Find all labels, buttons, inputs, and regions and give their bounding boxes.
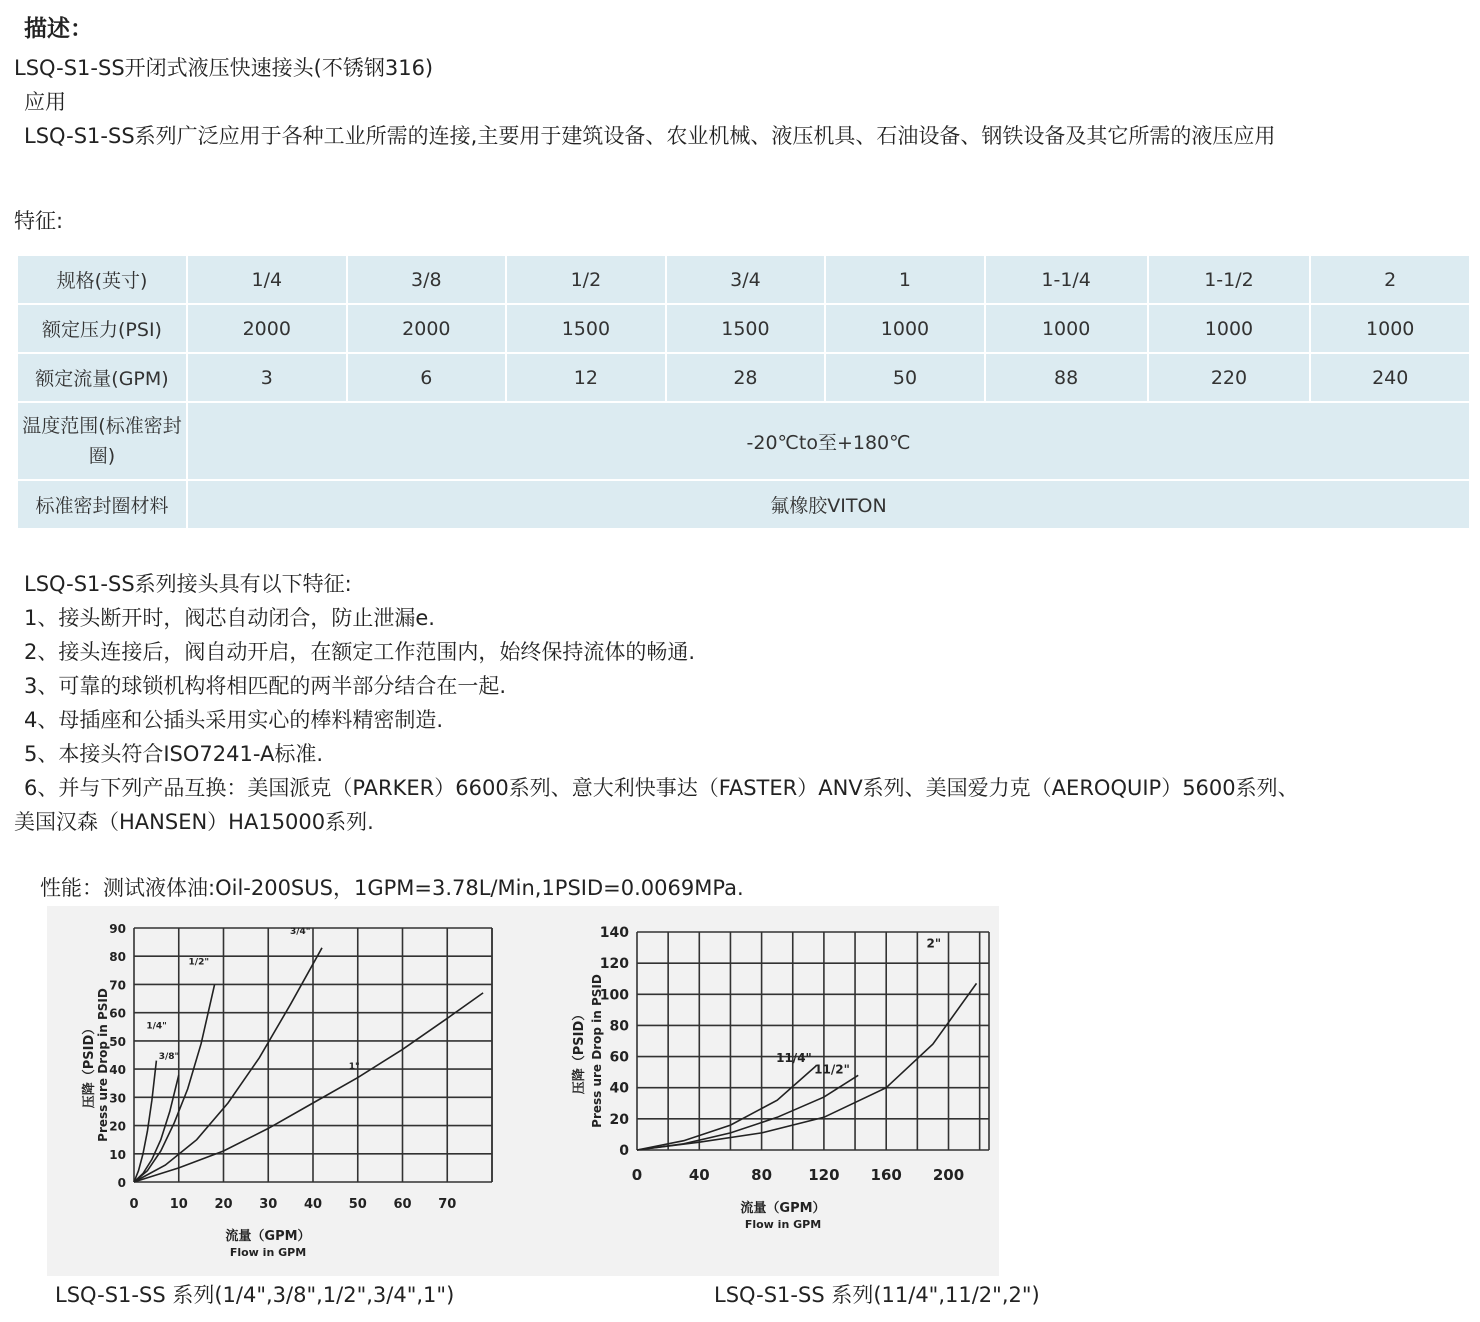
feature-item: 2、接头连接后，阀自动开启，在额定工作范围内，始终保持流体的畅通. xyxy=(24,640,696,664)
spec-cell: 88 xyxy=(986,354,1147,403)
series-label: 2" xyxy=(926,936,942,951)
series-label: 1/2" xyxy=(188,957,210,968)
spec-cell: 1-1/4 xyxy=(986,256,1147,305)
spec-cell: 50 xyxy=(826,354,984,403)
product-title: LSQ-S1-SS开闭式液压快速接头(不锈钢316) xyxy=(14,56,434,80)
spec-row-temperature xyxy=(18,403,1469,481)
spec-cell: 1500 xyxy=(507,305,665,354)
application-heading: 应用 xyxy=(24,90,66,114)
spec-cell: 1-1/2 xyxy=(1149,256,1310,305)
x-axis-title: Flow in GPM xyxy=(744,1218,822,1231)
feature-intro: LSQ-S1-SS系列接头具有以下特征: xyxy=(24,572,352,596)
x-tick-label: 200 xyxy=(932,1166,965,1184)
y-tick-label: 20 xyxy=(109,1119,126,1134)
spec-row xyxy=(18,256,1469,305)
y-tick-label: 80 xyxy=(609,1018,629,1035)
feature-item: 1、接头断开时，阀芯自动闭合，防止泄漏e. xyxy=(24,606,435,630)
series-label: 1" xyxy=(348,1062,360,1073)
y-tick-label: 0 xyxy=(117,1176,126,1190)
spec-cell: 3 xyxy=(188,354,346,403)
spec-cell: 3/4 xyxy=(667,256,825,305)
x-tick-label: 50 xyxy=(348,1197,367,1212)
y-tick-label: 140 xyxy=(599,925,629,941)
spec-cell: 2000 xyxy=(348,305,506,354)
chart-caption-right: LSQ-S1-SS 系列(11/4",11/2",2") xyxy=(714,1283,1040,1307)
x-tick-label: 80 xyxy=(751,1166,773,1184)
y-tick-label: 120 xyxy=(599,956,629,973)
y-tick-label: 100 xyxy=(599,987,629,1004)
y-tick-label: 10 xyxy=(109,1147,126,1162)
y-tick-label: 60 xyxy=(609,1049,629,1066)
series-label: 11/4" xyxy=(776,1050,812,1065)
x-tick-label: 120 xyxy=(808,1166,840,1184)
y-tick-label: 90 xyxy=(109,922,126,936)
spec-table xyxy=(16,256,1471,530)
y-axis-title: Press ure Drop in PSID xyxy=(590,974,604,1128)
series-label: 3/8" xyxy=(158,1051,180,1062)
feature-item: 6、并与下列产品互换：美国派克（PARKER）6600系列、意大利快事达（FASTER）ANV系列、美国爱力克（AEROQUIP）5600系列、 xyxy=(24,776,1299,800)
x-tick-label: 160 xyxy=(870,1166,902,1184)
performance-text: 性能：测试液体油:Oil-200SUS，1GPM=3.78L/Min,1PSID=0.0069MPa. xyxy=(40,876,744,900)
spec-cell: 1000 xyxy=(1149,305,1310,354)
feature-item: 3、可靠的球锁机构将相匹配的两半部分结合在一起. xyxy=(24,674,507,698)
spec-row xyxy=(18,354,1469,403)
y-tick-label: 80 xyxy=(109,950,126,965)
series-label: 3/4" xyxy=(289,926,311,937)
spec-row-seal xyxy=(18,481,1469,530)
x-tick-label: 70 xyxy=(438,1197,457,1212)
y-axis-title-cn: 压降（PSID） xyxy=(572,1007,587,1095)
spec-cell: 1000 xyxy=(986,305,1147,354)
x-tick-label: 0 xyxy=(129,1197,139,1212)
series-line xyxy=(134,984,215,1182)
x-axis-title: Flow in GPM xyxy=(229,1246,307,1259)
x-tick-label: 30 xyxy=(259,1197,278,1212)
description-heading: 描述： xyxy=(24,16,93,42)
x-axis-title-cn: 流量（GPM） xyxy=(225,1229,311,1244)
spec-cell: 1/4 xyxy=(188,256,346,305)
x-tick-label: 40 xyxy=(303,1197,323,1212)
spec-cell: 6 xyxy=(348,354,506,403)
y-axis-title-cn: 压降（PSID） xyxy=(82,1021,97,1109)
spec-cell: 2000 xyxy=(188,305,346,354)
spec-row xyxy=(18,305,1469,354)
spec-cell: 3/8 xyxy=(348,256,506,305)
x-tick-label: 10 xyxy=(169,1197,188,1212)
series-label: 11/2" xyxy=(814,1062,850,1077)
feature-item: 美国汉森（HANSEN）HA15000系列. xyxy=(14,810,374,834)
y-tick-label: 50 xyxy=(109,1034,126,1049)
seal-material-value: 氟橡胶VITON xyxy=(188,481,1469,530)
spec-cell: 2 xyxy=(1311,256,1469,305)
x-tick-label: 60 xyxy=(393,1197,412,1212)
chart-caption-left: LSQ-S1-SS 系列(1/4",3/8",1/2",3/4",1") xyxy=(55,1283,455,1307)
spec-cell: 1/2 xyxy=(507,256,665,305)
x-axis-title-cn: 流量（GPM） xyxy=(740,1201,826,1216)
spec-cell: 1 xyxy=(826,256,984,305)
spec-row-label: 额定流量(GPM) xyxy=(18,354,186,403)
application-text: LSQ-S1-SS系列广泛应用于各种工业所需的连接,主要用于建筑设备、农业机械、液压机具、石油设备、钢铁设备及其它所需的液压应用 xyxy=(24,124,1276,148)
spec-cell: 12 xyxy=(507,354,665,403)
spec-row-label: 额定压力(PSI) xyxy=(18,305,186,354)
y-tick-label: 0 xyxy=(619,1143,629,1159)
series-line xyxy=(637,983,977,1150)
spec-cell: 240 xyxy=(1311,354,1469,403)
performance-charts xyxy=(47,906,999,1276)
spec-cell: 1000 xyxy=(1311,305,1469,354)
spec-cell: 1000 xyxy=(826,305,984,354)
y-tick-label: 40 xyxy=(609,1080,629,1097)
temperature-range-value: -20℃to至+180℃ xyxy=(188,403,1469,481)
spec-row-label: 温度范围(标准密封圈) xyxy=(18,403,186,481)
spec-cell: 1500 xyxy=(667,305,825,354)
y-tick-label: 20 xyxy=(609,1111,629,1128)
feature-item: 4、母插座和公插头采用实心的棒料精密制造. xyxy=(24,708,444,732)
spec-cell: 220 xyxy=(1149,354,1310,403)
x-tick-label: 20 xyxy=(214,1197,233,1212)
x-tick-label: 0 xyxy=(631,1166,643,1184)
y-tick-label: 70 xyxy=(109,978,126,993)
charts-svg xyxy=(47,906,999,1276)
x-tick-label: 40 xyxy=(688,1166,710,1184)
y-tick-label: 60 xyxy=(109,1006,126,1021)
series-label: 1/4" xyxy=(146,1021,167,1032)
y-tick-label: 30 xyxy=(109,1091,126,1106)
spec-row-label: 规格(英寸) xyxy=(18,256,186,305)
y-tick-label: 40 xyxy=(109,1063,126,1078)
spec-cell: 28 xyxy=(667,354,825,403)
series-line xyxy=(637,1075,858,1150)
spec-row-label: 标准密封圈材料 xyxy=(18,481,186,530)
feature-item: 5、本接头符合ISO7241-A标准. xyxy=(24,742,324,766)
y-axis-title: Press ure Drop in PSID xyxy=(96,988,110,1142)
features-heading: 特征: xyxy=(14,209,64,233)
